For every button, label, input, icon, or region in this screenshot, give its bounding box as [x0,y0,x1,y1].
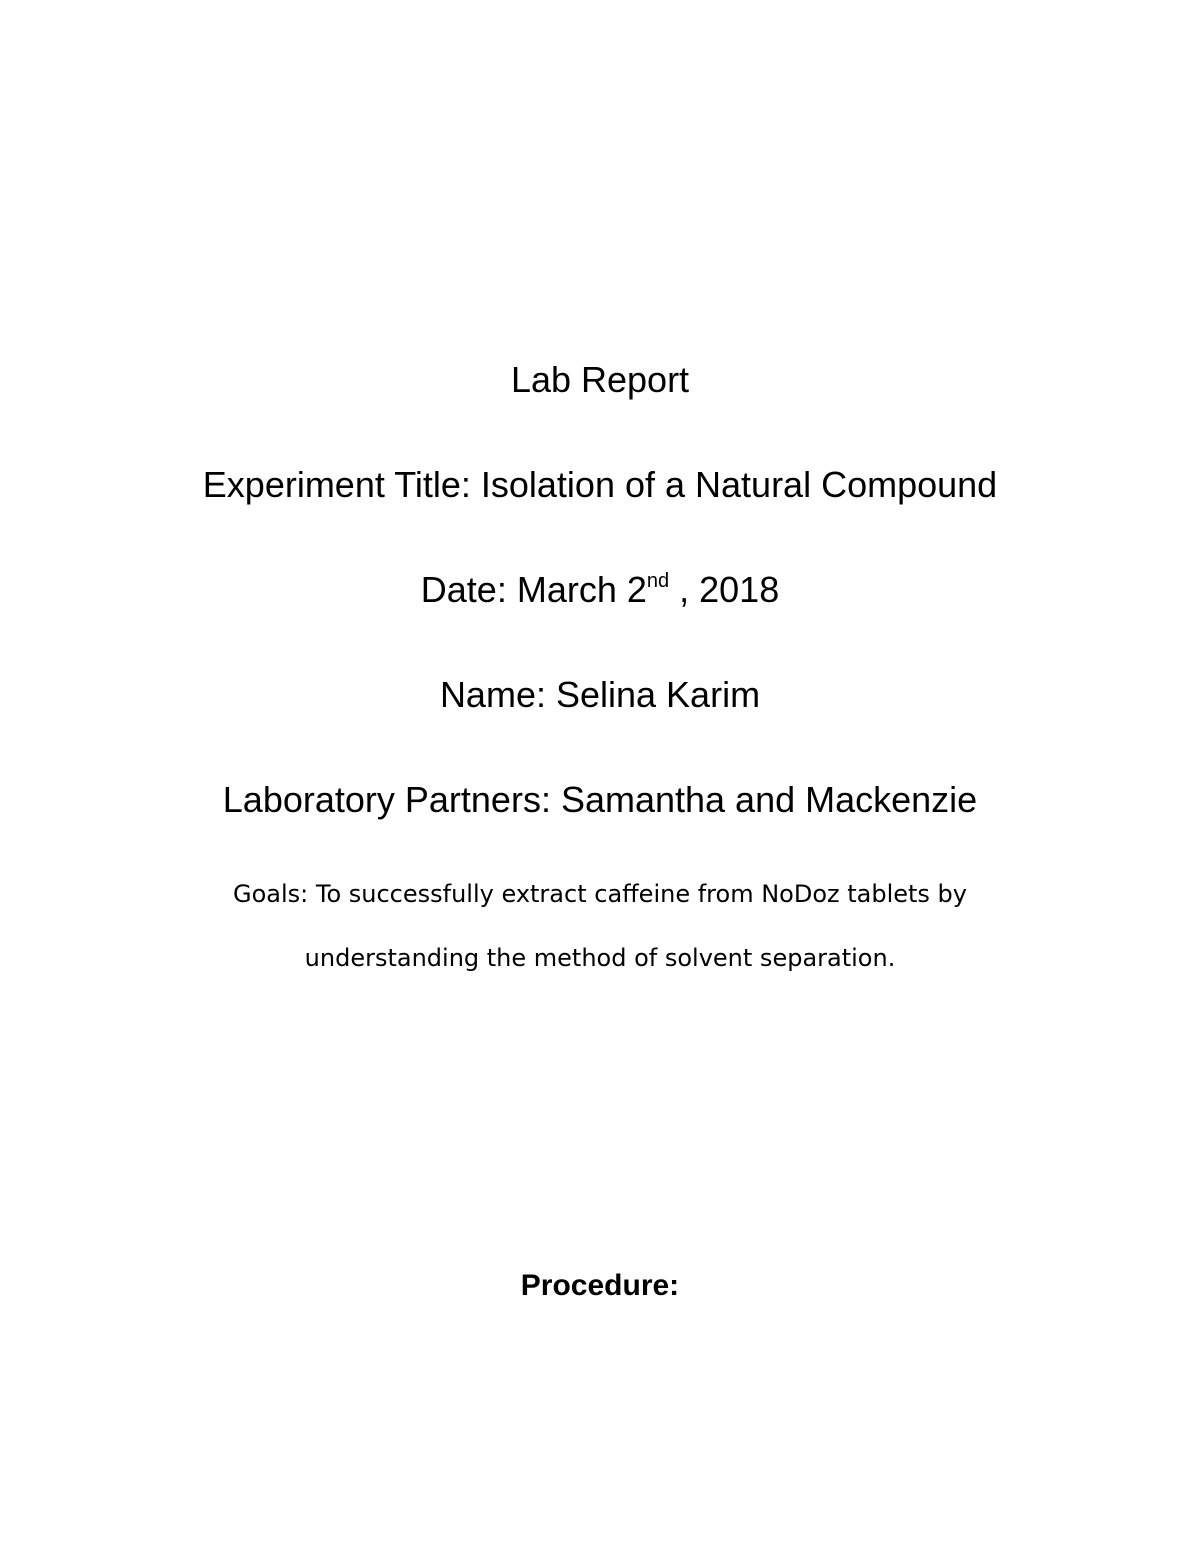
lab-partners: Laboratory Partners: Samantha and Mackenzie [222,779,978,820]
experiment-title: Experiment Title: Isolation of a Natural Compound [202,464,998,505]
date-prefix: Date: March 2 [420,569,647,610]
goals-line-2: understanding the method of solvent separation. [304,944,896,972]
report-heading: Lab Report [510,359,690,400]
procedure-heading: Procedure: [520,1269,680,1302]
date-ordinal-suffix: nd [646,570,670,592]
date-year: , 2018 [669,569,780,610]
report-date [0,568,1200,612]
goals-line-1: Goals: To successfully extract caffeine from NoDoz tablets by [233,880,967,908]
author-name: Name: Selina Karim [439,674,761,715]
